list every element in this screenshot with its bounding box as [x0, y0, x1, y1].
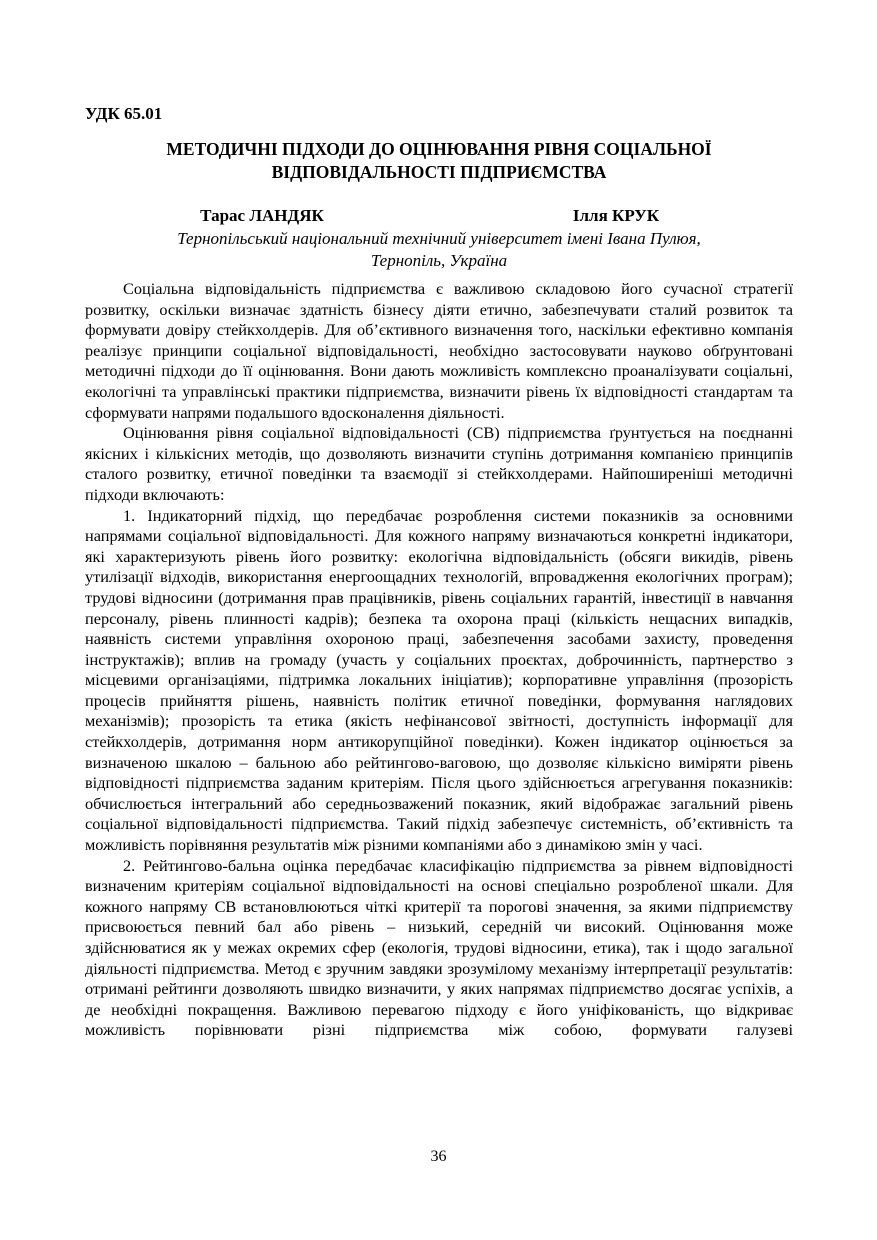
udc-code: УДК 65.01	[85, 104, 163, 123]
article-body	[85, 279, 793, 1041]
authors-row	[85, 205, 793, 226]
paragraph-intro: Соціальна відповідальність підприємства є важливою складовою його сучасної стратегії розвитку, оскільки визначає здатність бізнесу діяти етично, забезпечувати сталий розвиток та формувати довіру стейкхолдерів. Для об’єктивного визначення того, наскільки ефективно компанія реалізує принципи соціальної відповідальності, необхідно застосовувати науково обґрунтовані методичні підходи до її оцінювання. Вони дають можливість комплексно проаналізувати соціальні, екологічні та управлінські практики підприємства, визначити рівень їх відповідності стандартам та сформувати напрями подальшого вдосконалення діяльності.	[85, 279, 793, 422]
affiliation	[85, 228, 793, 272]
paragraph-item-1-indicator-approach: 1. Індикаторний підхід, що передбачає розроблення системи показників за основними напрямами соціальної відповідальності. Для кожного напряму визначаються конкретні індикатори, які характеризують рівень його розвитку: екологічна відповідальність (обсяги викидів, рівень утилізації відходів, використання енергоощадних технологій, впровадження екологічних програм); трудові відносини (дотримання прав працівників, рівень соціальних гарантій, інвестиції в навчання персоналу, рівень плинності кадрів); безпека та охорона праці (кількість нещасних випадків, наявність системи управління охороною праці, забезпечення засобами захисту, проведення інструктажів); вплив на громаду (участь у соціальних проєктах, доброчинність, партнерство з місцевими організаціями, підтримка локальних ініціатив); корпоративне управління (прозорість процесів прийняття рішень, наявність політик етичної поведінки, формування наглядових механізмів); прозорість та етика (якість нефінансової звітності, доступність інформації для стейкхолдерів, дотримання норм антикорупційної поведінки). Кожен індикатор оцінюється за визначеною шкалою – бальною або рейтингово-ваговою, що дозволяє кількісно виміряти рівень відповідності підприємства заданим критеріям. Після цього здійснюється агрегування показників: обчислюється інтегральний або середньозважений показник, який відображає загальний рівень соціальної відповідальності підприємства. Такий підхід забезпечує системність, об’єктивність та можливість порівняння результатів між різними компаніями або з динамікою змін у часі.	[85, 505, 793, 855]
paragraph-methods-overview: Оцінювання рівня соціальної відповідальності (СВ) підприємства ґрунтується на поєднанні якісних і кількісних методів, що дозволяють визначити ступінь дотримання компанією принципів сталого розвитку, етичної поведінки та взаємодії зі стейкхолдерами. Найпоширеніші методичні підходи включають:	[85, 423, 793, 504]
page-number: 36	[430, 1148, 447, 1165]
affiliation-line-2: Тернопіль, Україна	[370, 251, 508, 270]
author-name-2: Ілля КРУК	[572, 206, 660, 225]
affiliation-line-1: Тернопільський національний технічний університет імені Івана Пулюя,	[177, 229, 701, 248]
author-name-1: Тарас ЛАНДЯК	[200, 206, 324, 225]
paragraph-item-2-rating-score: 2. Рейтингово-бальна оцінка передбачає класифікацію підприємства за рівнем відповідності визначеним критеріям соціальної відповідальності на основі спеціально розробленої шкали. Для кожного напряму СВ встановлюються чіткі критерії та порогові значення, за якими підприємству присвоюється певний бал або рівень – низький, середній чи високий. Оцінювання може здійснюватися як у межах окремих сфер (екологія, трудові відносини, етика), так і щодо загальної діяльності підприємства. Метод є зручним завдяки зрозумілому механізму інтерпретації результатів: отримані рейтинги дозволяють швидко визначити, у яких напрямах підприємство досягає успіхів, а де необхідні покращення. Важливою перевагою підходу є його уніфікованість, що відкриває можливість порівнювати різні підприємства між собою, формувати галузеві	[85, 855, 793, 1040]
article-title-line-1: МЕТОДИЧНІ ПІДХОДИ ДО ОЦІНЮВАННЯ РІВНЯ СОЦІАЛЬНОЇ	[166, 139, 712, 159]
article-title-line-2: ВІДПОВІДАЛЬНОСТІ ПІДПРИЄМСТВА	[271, 162, 607, 182]
article-title	[85, 138, 793, 184]
